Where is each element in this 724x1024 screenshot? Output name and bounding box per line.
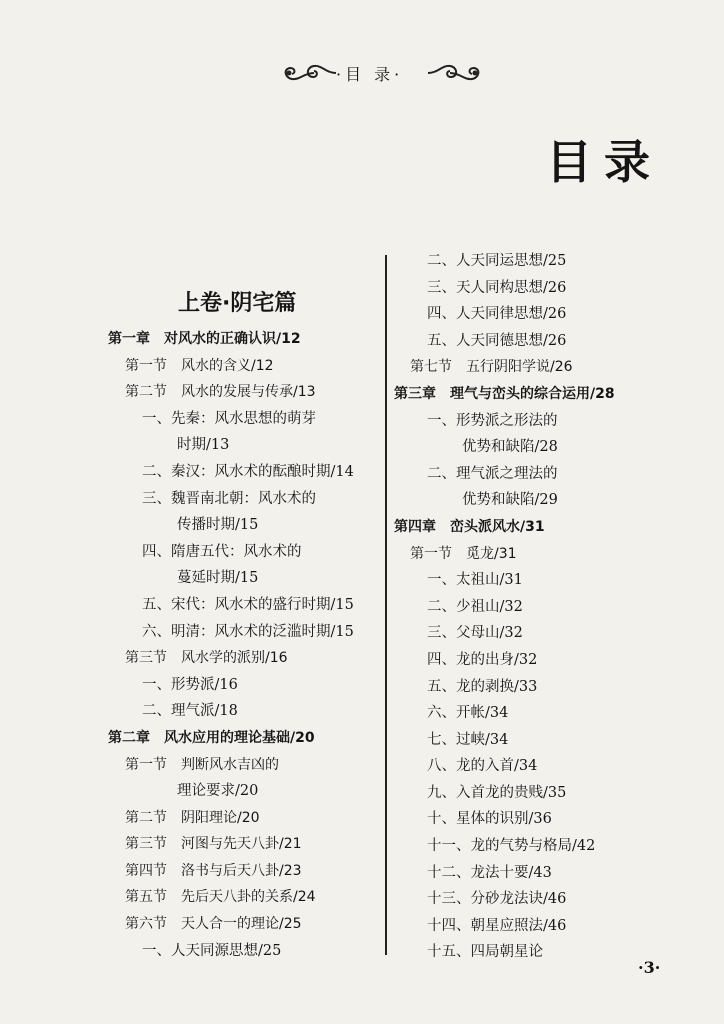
page-number: ·3· (638, 958, 661, 977)
toc-entry: 第一节 判断风水吉凶的 (125, 756, 279, 773)
volume-title: 上卷·阴宅篇 (178, 291, 297, 316)
toc-entry: 十三、分砂龙法诀/46 (427, 891, 567, 908)
toc-entry: 第二节 阴阳理论/20 (125, 809, 260, 826)
toc-entry: 十五、四局朝星论 (427, 944, 543, 961)
toc-entry: 三、父母山/32 (427, 625, 523, 642)
toc-entry: 第七节 五行阴阳学说/26 (410, 359, 573, 376)
toc-entry: 九、入首龙的贵贱/35 (427, 784, 567, 801)
toc-entry: 一、形势派/16 (142, 676, 238, 693)
toc-entry: 第三节 河图与先天八卦/21 (125, 836, 302, 853)
toc-entry: 第五节 先后天八卦的关系/24 (125, 889, 316, 906)
toc-entry: 第三章 理气与峦头的综合运用/28 (394, 385, 615, 402)
toc-entry: 十四、朝星应照法/46 (427, 917, 567, 934)
left-ornament-icon (280, 60, 338, 86)
toc-entry: 第二节 风水的发展与传承/13 (125, 384, 316, 401)
toc-entry: 第三节 风水学的派别/16 (125, 650, 288, 667)
toc-entry: 一、太祖山/31 (427, 572, 523, 589)
toc-entry: 八、龙的入首/34 (427, 758, 538, 775)
toc-entry: 五、人天同德思想/26 (427, 332, 567, 349)
toc-entry: 六、开帐/34 (427, 705, 509, 722)
toc-entry: 三、天人同构思想/26 (427, 279, 567, 296)
toc-entry: 二、理气派/18 (142, 703, 238, 720)
toc-entry: 一、人天同源思想/25 (142, 942, 282, 959)
toc-entry: 四、龙的出身/32 (427, 651, 538, 668)
toc-entry: 三、魏晋南北朝：风水术的 (142, 490, 316, 507)
toc-entry: 第四章 峦头派风水/31 (394, 518, 545, 535)
running-title: ·目 录· (336, 65, 404, 84)
toc-entry: 第一章 对风水的正确认识/12 (108, 331, 301, 347)
toc-entry: 七、过峡/34 (427, 731, 509, 748)
toc-entry: 十二、龙法十要/43 (427, 864, 552, 881)
toc-entry: 五、宋代：风水术的盛行时期/15 (142, 596, 354, 613)
toc-entry: 第四节 洛书与后天八卦/23 (125, 862, 302, 879)
running-header (0, 58, 724, 90)
toc-entry: 十、星体的识别/36 (427, 811, 552, 828)
toc-entry: 时期/13 (177, 437, 230, 454)
toc-entry: 一、形势派之形法的 (427, 412, 558, 429)
toc-entry: 六、明清：风水术的泛滥时期/15 (142, 623, 354, 640)
toc-entry: 理论要求/20 (177, 783, 259, 800)
toc-entry: 五、龙的剥换/33 (427, 678, 538, 695)
column-divider (385, 255, 387, 955)
toc-entry: 优势和缺陷/28 (462, 439, 558, 456)
toc-entry: 四、人天同律思想/26 (427, 306, 567, 323)
toc-entry: 优势和缺陷/29 (462, 492, 558, 509)
toc-left-column (108, 326, 383, 964)
toc-entry: 一、先秦：风水思想的萌芽 (142, 410, 316, 427)
toc-entry: 二、少祖山/32 (427, 598, 523, 615)
toc-entry: 第二章 风水应用的理论基础/20 (108, 729, 315, 746)
toc-entry: 第六节 天人合一的理论/25 (125, 916, 302, 933)
toc-entry: 蔓延时期/15 (177, 570, 259, 587)
page-title: 目录 (546, 135, 662, 189)
toc-entry: 四、隋唐五代：风水术的 (142, 543, 302, 560)
toc-right-column (394, 248, 694, 966)
toc-entry: 传播时期/15 (177, 517, 259, 534)
toc-entry: 第一节 觅龙/31 (410, 545, 517, 562)
toc-entry: 十一、龙的气势与格局/42 (427, 838, 596, 855)
toc-entry: 二、理气派之理法的 (427, 465, 558, 482)
toc-entry: 第一节 风水的含义/12 (125, 357, 274, 374)
toc-entry: 二、秦汉：风水术的酝酿时期/14 (142, 463, 354, 480)
toc-entry: 二、人天同运思想/25 (427, 253, 567, 269)
right-ornament-icon (426, 60, 484, 86)
